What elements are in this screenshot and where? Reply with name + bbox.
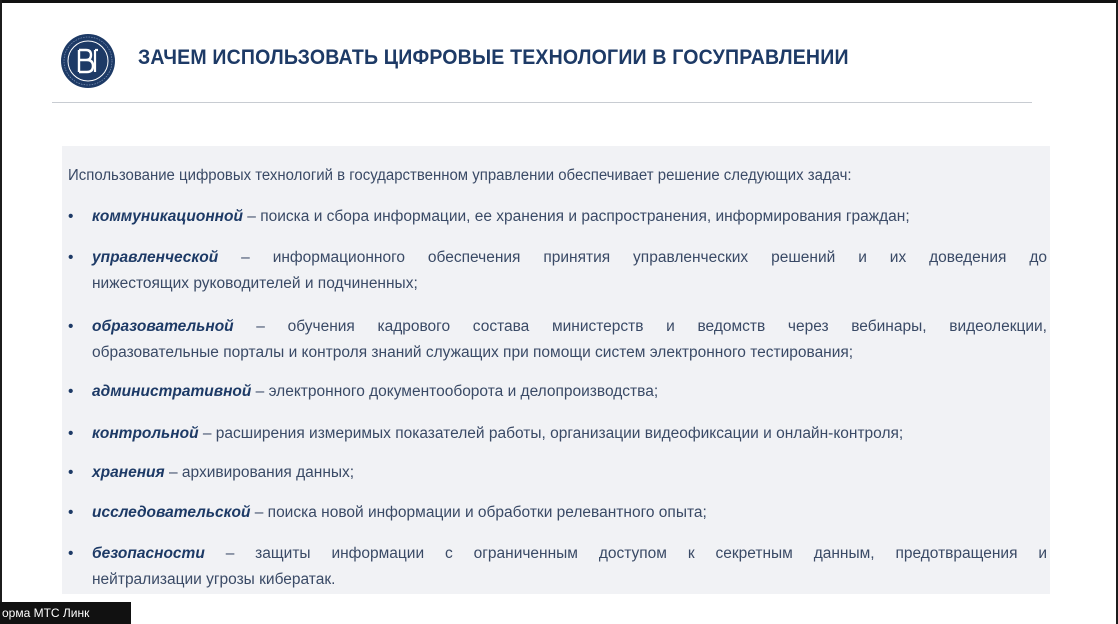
list-item-term: безопасности (92, 545, 205, 562)
list-item-description: нижестоящих руководителей и подчиненных; (92, 275, 418, 292)
list-item-description: – архивирования данных; (164, 464, 355, 481)
top-border (2, 0, 1116, 3)
bullet-icon: • (68, 464, 74, 481)
list-item-description: – поиска новой информации и обработки релевантного опыта; (250, 504, 707, 521)
list-item-description: образовательные порталы и контроля знаний служащих при помощи систем электронного тестирования; (92, 344, 854, 361)
bullet-icon: • (68, 318, 74, 335)
list-item-term: управленческой (92, 249, 219, 266)
list-item-term: хранения (92, 464, 165, 481)
bullet-icon: • (68, 504, 74, 521)
app-status-label: орма МТС Линк (0, 602, 131, 624)
bullet-icon: • (68, 383, 74, 400)
hse-logo-icon (60, 33, 116, 89)
list-item-line (92, 460, 354, 486)
bullet-icon: • (68, 545, 74, 562)
bullet-icon: • (68, 249, 74, 266)
list-item-line (92, 314, 1047, 340)
list-item-term: административной (92, 383, 252, 400)
list-item-term: коммуникационной (92, 208, 243, 225)
list-item-line (92, 379, 658, 405)
list-item-description: – защиты информации с ограниченным доступом к секретным данным, предотвращения и (204, 545, 1047, 562)
list-item-line (92, 245, 1047, 271)
title-divider (52, 102, 1032, 103)
list-item-line (92, 204, 910, 230)
list-item-line (92, 271, 418, 297)
list-item-line (92, 340, 853, 366)
list-item-description: нейтрализации угрозы кибератак. (92, 571, 336, 588)
list-item-line (92, 421, 903, 447)
list-item-term: образовательной (92, 318, 234, 335)
bullet-icon: • (68, 425, 74, 442)
list-item-line (92, 541, 1047, 567)
list-item-description: – электронного документооборота и делопроизводства; (251, 383, 659, 400)
list-item-term: контрольной (92, 425, 199, 442)
intro-text: Использование цифровых технологий в государственном управлении обеспечивает решение следующих задач: (68, 167, 852, 184)
list-item-description: – расширения измеримых показателей работы, организации видеофиксации и онлайн-контроля; (198, 425, 904, 442)
list-item-description: – поиска и сбора информации, ее хранения и распространения, информирования граждан; (242, 208, 910, 225)
list-item-description: – информационного обеспечения принятия управленческих решений и их доведения до (218, 249, 1047, 266)
list-item-term: исследовательской (92, 504, 251, 521)
slide-title: ЗАЧЕМ ИСПОЛЬЗОВАТЬ ЦИФРОВЫЕ ТЕХНОЛОГИИ В ГОСУПРАВЛЕНИИ (138, 46, 849, 69)
list-item-line (92, 567, 335, 593)
list-item-description: – обучения кадрового состава министерств и ведомств через вебинары, видеолекции, (233, 318, 1047, 335)
presentation-slide (2, 0, 1116, 624)
list-item-line (92, 500, 707, 526)
bullet-icon: • (68, 208, 74, 225)
